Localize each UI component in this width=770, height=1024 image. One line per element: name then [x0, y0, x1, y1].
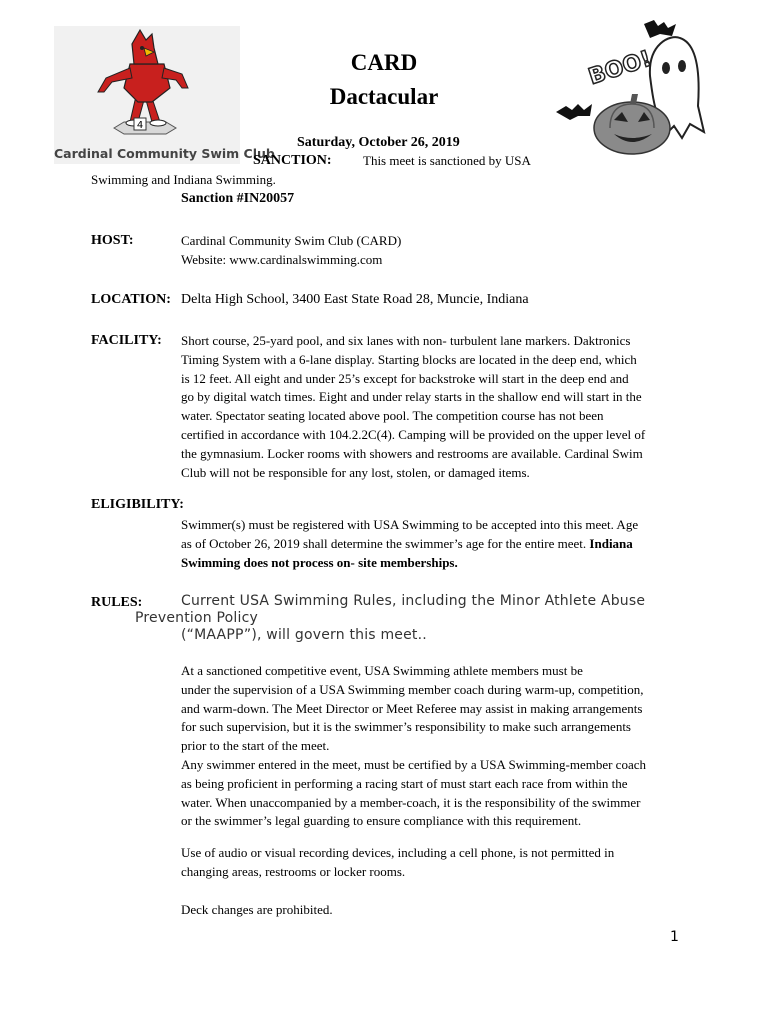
facility-line: certified in accordance with 104.2.2C(4). Camping will be provided on the upper level of — [181, 426, 646, 442]
facility-line: the gymnasium. Locker rooms with showers and restrooms are available. Cardinal Swim — [181, 445, 643, 461]
rules-line: water. When unaccompanied by a member-coach, it is the responsibility of the swimmer — [181, 794, 641, 810]
page-number: 1 — [670, 929, 679, 945]
cardinal-mascot-image — [54, 26, 275, 164]
rules-paragraph-1 — [181, 662, 701, 831]
facility-line: Timing System with a 6-lane display. Starting blocks are located in the deep end, which — [181, 351, 637, 367]
rules-line: under the supervision of a USA Swimming member coach during warm-up, competition, — [181, 681, 644, 697]
location-text: Delta High School, 3400 East State Road 28, Muncie, Indiana — [181, 292, 529, 307]
sanction-text-1: This meet is sanctioned by USA — [363, 153, 531, 168]
rules-line: or the swimmer’s legal guarding to ensure compliance with this requirement. — [181, 813, 582, 829]
club-logo — [54, 26, 275, 164]
title-card: CARD — [350, 50, 418, 75]
rules-line: prior to the start of the meet. — [181, 738, 330, 754]
boo-text: BOO! — [585, 46, 655, 91]
host-line-1: Cardinal Community Swim Club (CARD) — [181, 233, 402, 248]
rules-line: changing areas, restrooms or locker rooms. — [181, 863, 406, 879]
rules-line: for such supervision, but it is the swimmer’s responsibility to make such arrangements — [181, 719, 631, 735]
host-label: HOST: — [91, 233, 134, 248]
meet-date: Saturday, October 26, 2019 — [297, 135, 460, 150]
rules-line: Any swimmer entered in the meet, must be certified by a USA Swimming-member coach — [181, 756, 646, 772]
sanction-text-2: Swimming and Indiana Swimming. — [91, 172, 276, 187]
halloween-clipart — [550, 16, 710, 156]
facility-label: FACILITY: — [91, 333, 162, 348]
facility-line: go by digital watch times. Eight and under relay starts in the shallow end will start in the — [181, 389, 642, 405]
facility-line: Short course, 25-yard pool, and six lanes with non- turbulent lane markers. Daktronics — [181, 333, 631, 348]
rules-label: RULES: — [91, 595, 143, 610]
sanction-number: Sanction #IN20057 — [181, 191, 295, 206]
logo-caption: Cardinal Community Swim Club — [54, 146, 275, 161]
rules-line: At a sanctioned competitive event, USA Swimming athlete members must be — [181, 663, 583, 678]
logo-badge-number: 4 — [136, 120, 144, 131]
rules-line: Use of audio or visual recording devices, including a cell phone, is not permitted in — [181, 845, 615, 860]
eligibility-label: ELIGIBILITY: — [91, 497, 184, 512]
rules-line: and warm-down. The Meet Director or Meet Referee may assist in making arrangements — [181, 700, 643, 716]
rules-paragraph-2 — [181, 844, 701, 882]
eligibility-bold-line: Swimming does not process on- site memberships. — [181, 554, 458, 570]
eligibility-line-2: as of October 26, 2019 shall determine the swimmer’s age for the entire meet. — [181, 535, 590, 551]
bat-icon — [644, 20, 676, 38]
facility-line: water. Spectator seating located above pool. The competition course has not been — [181, 408, 604, 424]
eligibility-text — [181, 516, 701, 572]
rules-line: as being proficient in performing a racing start of must start each race from within the — [181, 775, 628, 791]
title-dactacular: Dactacular — [329, 84, 439, 109]
eligibility-line — [181, 535, 701, 554]
rules-heading-3: (“MAAPP”), will govern this meet.. — [181, 627, 427, 643]
rules-heading-1: Current USA Swimming Rules, including the Minor Athlete Abuse — [181, 593, 646, 609]
eligibility-bold: Indiana — [589, 535, 633, 551]
eligibility-line: Swimmer(s) must be registered with USA Swimming to be accepted into this meet. Age — [181, 517, 639, 532]
host-website: Website: www.cardinalswimming.com — [181, 252, 383, 267]
facility-line: Club will not be responsible for any lost, stolen, or damaged items. — [181, 464, 530, 480]
facility-text — [181, 332, 701, 482]
facility-line: is 12 feet. All eight and under 25’s except for backstroke will start in the deep end and — [181, 370, 629, 386]
rules-paragraph-3: Deck changes are prohibited. — [181, 902, 333, 917]
location-label: LOCATION: — [91, 292, 171, 307]
sanction-label: SANCTION: — [253, 153, 332, 168]
rules-heading-2: Prevention Policy — [135, 610, 258, 626]
bat-icon — [556, 104, 592, 120]
